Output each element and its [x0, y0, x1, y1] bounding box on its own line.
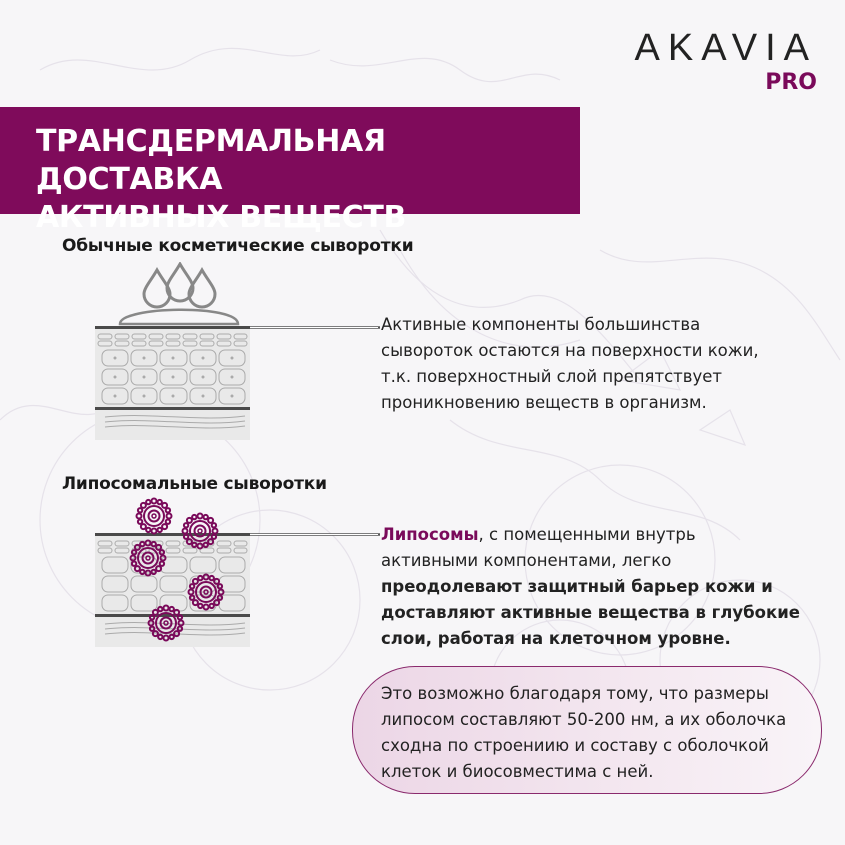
- note-text: [381, 681, 786, 785]
- description-line: проникновению веществ в организм.: [381, 393, 707, 412]
- description-line-bold: преодолевают защитный барьер кожи и: [381, 577, 773, 596]
- brand-sub: PRO: [765, 70, 817, 95]
- description-line: [381, 522, 800, 548]
- section-heading-regular: Обычные косметические сыворотки: [62, 236, 414, 256]
- description-line: Активные компоненты большинства: [381, 315, 701, 334]
- note-line: сходна по строениию и составу с оболочкой: [381, 736, 769, 755]
- page-title-line2: АКТИВНЫХ ВЕЩЕСТВ: [36, 200, 407, 235]
- brand-logo: [635, 28, 817, 95]
- brand-name: AKAVIA: [634, 27, 817, 69]
- description-line-bold: доставляют активные вещества в глубокие: [381, 603, 800, 622]
- liposomes-highlight: Липосомы: [381, 525, 479, 544]
- description-liposomal: [381, 522, 800, 652]
- page-title-line1: ТРАНСДЕРМАЛЬНАЯ ДОСТАВКА: [36, 124, 386, 197]
- description-fragment: , с помещенными внутрь: [478, 525, 696, 544]
- skin-layers-with-drops-icon: [90, 262, 380, 442]
- description-regular: [381, 312, 759, 416]
- note-callout: [352, 666, 822, 794]
- title-banner: [0, 107, 580, 235]
- note-line: Это возможно благодаря тому, что размеры: [381, 684, 769, 703]
- note-line: липосом составляют 50-200 нм, а их оболочка: [381, 710, 787, 729]
- section-heading-liposomal: Липосомальные сыворотки: [62, 474, 327, 494]
- description-line: т.к. поверхностный слой препятствует: [381, 367, 723, 386]
- description-line-bold: слои, работая на клеточном уровне.: [381, 629, 731, 648]
- description-line: сывороток остаются на поверхности кожи,: [381, 341, 759, 360]
- description-line: активными компонентами, легко: [381, 551, 672, 570]
- note-line: клеток и биосовместима с ней.: [381, 762, 654, 781]
- skin-layers-with-liposomes-icon: [90, 495, 380, 655]
- page-title: [36, 123, 580, 237]
